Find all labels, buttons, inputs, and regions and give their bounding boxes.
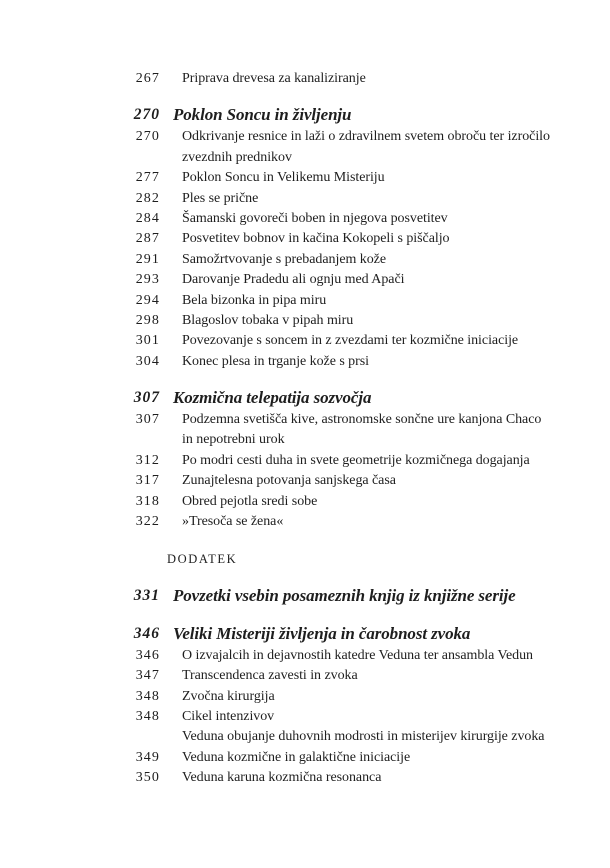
chapter-title: Kozmična telepatija sozvočja	[173, 388, 372, 408]
entry-title: Priprava drevesa za kanaliziranje	[182, 71, 366, 86]
toc-chapter-heading-row	[97, 584, 610, 608]
toc-entry-row	[97, 331, 610, 351]
toc-entry-row	[97, 69, 610, 89]
toc-entry-row	[97, 291, 610, 311]
entry-title: Zvočna kirurgija	[182, 688, 275, 704]
entry-title: Podzemna svetišča kive, astronomske sončne ure kanjona Chaco	[182, 412, 542, 428]
toc-entry-row	[97, 492, 610, 512]
entry-title: Transcendenca zavesti in zvoka	[182, 668, 358, 684]
entry-title-continued: zvezdnih prednikov	[182, 149, 292, 165]
toc-entry-row	[97, 311, 610, 331]
page-number: 284	[135, 210, 160, 226]
entry-title: Samožrtvovanje s prebadanjem kože	[182, 251, 386, 267]
page-number: 349	[135, 749, 160, 765]
toc-entry-row	[97, 687, 610, 707]
page-number: 287	[135, 231, 160, 247]
page-number: 298	[135, 312, 160, 328]
page-number: 350	[135, 770, 160, 786]
entry-title: Poklon Soncu in Velikemu Misteriju	[182, 170, 385, 186]
chapter-title: Povzetki vsebin posameznih knjig iz knjižne serije	[173, 585, 516, 605]
toc-entry-continuation-row	[97, 430, 610, 450]
toc-entry-row	[97, 270, 610, 290]
page-number: 346	[133, 624, 160, 642]
page-number: 348	[135, 688, 160, 704]
entry-title: Blagoslov tobaka v pipah miru	[182, 312, 354, 328]
chapter-title: Poklon Soncu in življenju	[173, 105, 352, 125]
entry-title: Šamanski govoreči boben in njegova posvetitev	[182, 210, 448, 226]
toc-entry-continuation-row	[97, 148, 610, 168]
toc-entry-row	[97, 127, 610, 147]
entry-title-continued: in nepotrebni urok	[182, 432, 285, 448]
page-number: 331	[133, 586, 160, 604]
page-number: 277	[135, 170, 160, 186]
toc-entry-row	[97, 471, 610, 491]
toc-entry-row	[97, 209, 610, 229]
toc-entry-row	[97, 189, 610, 209]
page-number: 270	[133, 106, 160, 124]
page-number: 291	[135, 251, 160, 267]
page-number: 347	[135, 668, 160, 684]
entry-title: Konec plesa in trganje kože s prsi	[182, 353, 369, 369]
chapter-title: Veliki Misteriji življenja in čarobnost zvoka	[173, 623, 471, 643]
toc-entry-row	[97, 768, 610, 788]
entry-title: Po modri cesti duha in svete geometrije kozmičnega dogajanja	[182, 452, 530, 468]
page-number: 293	[135, 272, 160, 288]
toc-entry-row	[97, 410, 610, 430]
page-number: 317	[135, 473, 160, 489]
entry-title: Veduna karuna kozmična resonanca	[182, 770, 382, 786]
page-number: 282	[135, 190, 160, 206]
entry-title: Zunajtelesna potovanja sanjskega časa	[182, 473, 396, 489]
entry-title: Odkrivanje resnice in laži o zdravilnem svetem obroču ter izročilo	[182, 129, 550, 145]
toc-entry-row	[97, 229, 610, 249]
toc-entry-row	[97, 707, 610, 727]
toc-section-label-row	[97, 549, 610, 569]
entry-title: O izvajalcih in dejavnostih katedre Veduna ter ansambla Vedun	[182, 647, 533, 663]
toc-entry-row	[97, 352, 610, 372]
page-number: 307	[133, 389, 160, 407]
entry-title: Povezovanje s soncem in z zvezdami ter kozmične iniciacije	[182, 333, 519, 349]
entry-title-continued: Veduna obujanje duhovnih modrosti in misterijev kirurgije zvoka	[182, 729, 545, 745]
toc-chapter-heading-row	[97, 103, 610, 127]
toc-entry-row	[97, 666, 610, 686]
toc-entry-row	[97, 512, 610, 532]
page-number: 304	[135, 353, 160, 369]
entry-title: Posvetitev bobnov in kačina Kokopeli s piščaljo	[182, 231, 450, 247]
page-number: 318	[135, 493, 160, 509]
entry-title: »Tresoča se žena«	[182, 514, 284, 530]
page-number: 294	[135, 292, 160, 308]
page-number: 348	[135, 708, 160, 724]
toc-entry-row	[97, 451, 610, 471]
page-number: 312	[135, 452, 160, 468]
page-number	[97, 549, 160, 569]
section-label: DODATEK	[167, 552, 238, 567]
toc-entry-row	[97, 748, 610, 768]
toc-entry-continuation-row	[97, 727, 610, 747]
page-number: 301	[135, 333, 160, 349]
toc-entry-row	[97, 646, 610, 666]
entry-title: Obred pejotla sredi sobe	[182, 493, 318, 509]
page-number: 322	[135, 514, 160, 530]
toc-chapter-heading-row	[97, 622, 610, 646]
page-number: 307	[135, 412, 160, 428]
toc-entry-row	[97, 168, 610, 188]
entry-title: Ples se prične	[182, 190, 259, 206]
entry-title: Veduna kozmične in galaktične iniciacije	[182, 749, 411, 765]
page-number: 346	[135, 647, 160, 663]
entry-title: Cikel intenzivov	[182, 708, 275, 724]
page-number	[97, 148, 160, 168]
entry-title: Darovanje Pradedu ali ognju med Apači	[182, 272, 405, 288]
page-number: 270	[135, 129, 160, 145]
page-number: 267	[135, 71, 160, 86]
page-number	[97, 727, 160, 747]
toc-entry-row	[97, 250, 610, 270]
page-number	[97, 430, 160, 450]
toc-chapter-heading-row	[97, 386, 610, 410]
entry-title: Bela bizonka in pipa miru	[182, 292, 327, 308]
